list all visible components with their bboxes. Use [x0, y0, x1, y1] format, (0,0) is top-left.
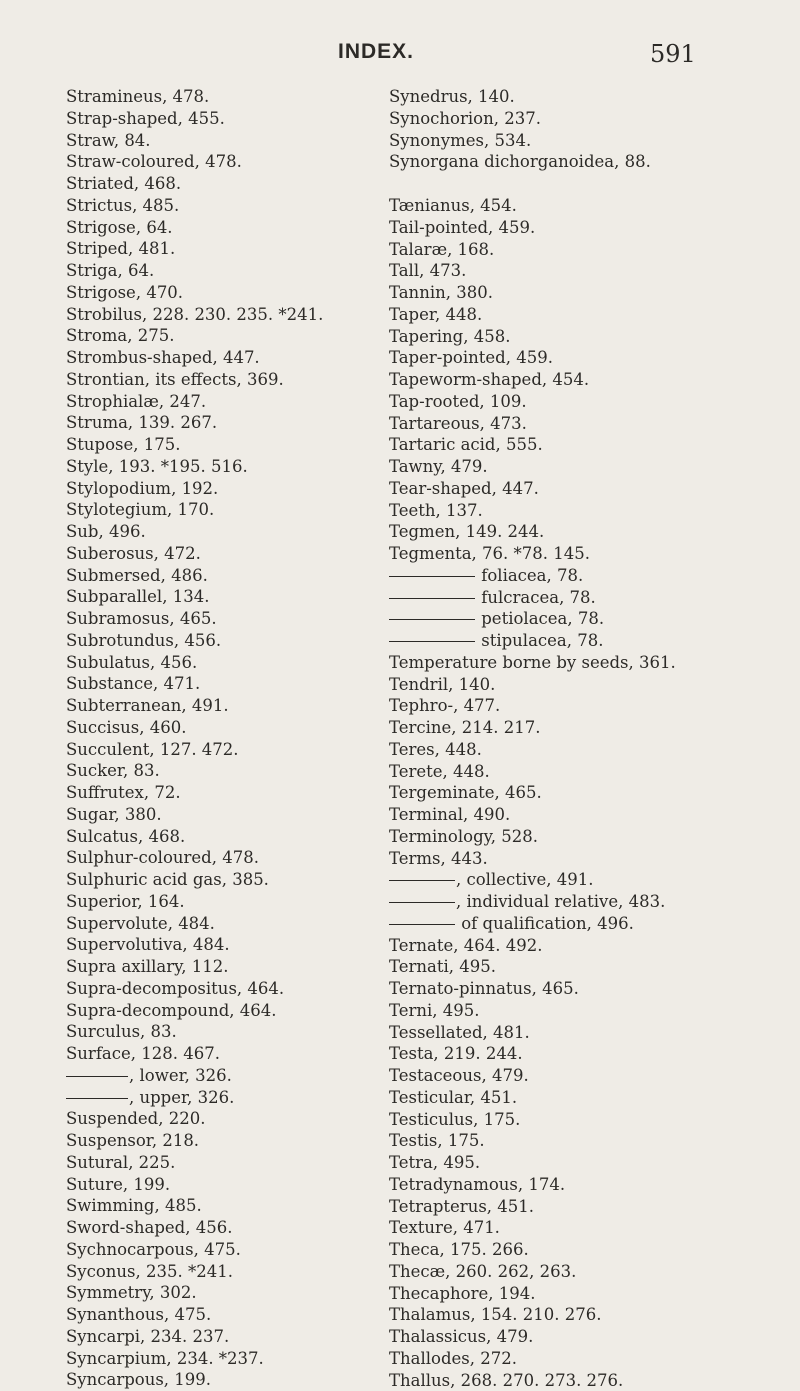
index-entry [389, 260, 799, 282]
index-entry [66, 608, 396, 630]
repeat-dash [389, 598, 475, 599]
index-entry [389, 500, 799, 522]
entry-text: Thalamus, 154. 210. 276. [389, 1305, 602, 1324]
entry-text: Terms, 443. [389, 849, 488, 868]
index-entry [66, 978, 396, 1000]
entry-text: Supra-decompositus, 464. [66, 979, 284, 998]
entry-text: Tephro-, 477. [389, 696, 500, 715]
entry-text: petiolacea, 78. [476, 609, 604, 628]
index-entry [66, 673, 396, 695]
repeat-dash [389, 880, 455, 881]
index-entry [66, 325, 396, 347]
entry-text: Thecaphore, 194. [389, 1284, 535, 1303]
index-entry [66, 412, 396, 434]
entry-text: Tartareous, 473. [389, 414, 527, 433]
index-entry [66, 826, 396, 848]
index-entry [389, 1174, 799, 1196]
index-entry [66, 1043, 396, 1065]
entry-text: Thecæ, 260. 262, 263. [389, 1262, 576, 1281]
index-entry [66, 1326, 396, 1348]
entry-text: Tetradynamous, 174. [389, 1175, 565, 1194]
index-entry [389, 1304, 799, 1326]
entry-text: Supervolutiva, 484. [66, 935, 230, 954]
index-entry [66, 260, 396, 282]
index-entry [389, 935, 799, 957]
index-entry [66, 130, 396, 152]
index-entry [66, 347, 396, 369]
index-entry [66, 891, 396, 913]
index-entry [389, 739, 799, 761]
index-entry [66, 238, 396, 260]
entry-text: Strophialæ, 247. [66, 392, 206, 411]
index-entry [66, 695, 396, 717]
entry-text: Suberosus, 472. [66, 544, 201, 563]
entry-text: stipulacea, 78. [476, 631, 604, 650]
entry-text: Testaceous, 479. [389, 1066, 529, 1085]
index-entry [66, 760, 396, 782]
index-entry [66, 782, 396, 804]
entry-text: Subulatus, 456. [66, 653, 197, 672]
entry-text: Supra-decompound, 464. [66, 1001, 276, 1020]
index-entry [389, 978, 799, 1000]
index-entry [66, 1348, 396, 1370]
index-entry [389, 478, 799, 500]
index-entry [389, 1261, 799, 1283]
index-entry [66, 913, 396, 935]
entry-text: Temperature borne by seeds, 361. [389, 653, 676, 672]
index-entry [66, 1174, 396, 1196]
entry-text: , collective, 491. [456, 870, 593, 889]
entry-text: Synorgana dichorganoidea, 88. [389, 152, 651, 171]
index-entry [389, 195, 799, 217]
repeat-dash [389, 924, 455, 925]
index-entry [66, 304, 396, 326]
index-entry [389, 695, 799, 717]
index-entry [389, 826, 799, 848]
index-entry [389, 369, 799, 391]
index-entry [389, 130, 799, 152]
entry-text: Testiculus, 175. [389, 1110, 520, 1129]
entry-text: Style, 193. *195. 516. [66, 457, 248, 476]
entry-text: Syncarpium, 234. *237. [66, 1349, 264, 1368]
entry-text: Taper, 448. [389, 305, 482, 324]
index-entry [66, 543, 396, 565]
repeat-dash [389, 619, 475, 620]
index-entry [66, 804, 396, 826]
repeat-dash [66, 1076, 128, 1077]
entry-text: foliacea, 78. [476, 566, 583, 585]
entry-text: Succulent, 127. 472. [66, 740, 239, 759]
index-subentry [389, 913, 799, 935]
index-entry [389, 717, 799, 739]
index-entry [66, 652, 396, 674]
entry-text: Ternate, 464. 492. [389, 936, 542, 955]
index-entry [389, 347, 799, 369]
entry-text: Subramosus, 465. [66, 609, 217, 628]
entry-text: , upper, 326. [129, 1088, 234, 1107]
index-entry [66, 1021, 396, 1043]
entry-text: Ternati, 495. [389, 957, 496, 976]
entry-text: Suffrutex, 72. [66, 783, 181, 802]
index-entry [389, 456, 799, 478]
entry-text: Strigose, 64. [66, 218, 173, 237]
entry-text: Taper-pointed, 459. [389, 348, 553, 367]
index-entry [66, 1282, 396, 1304]
index-entry [66, 521, 396, 543]
entry-text: Tear-shaped, 447. [389, 479, 539, 498]
index-entry [66, 934, 396, 956]
entry-text: Sulphuric acid gas, 385. [66, 870, 269, 889]
entry-text: Ternato-pinnatus, 465. [389, 979, 579, 998]
index-entry [66, 1261, 396, 1283]
index-entry [389, 956, 799, 978]
entry-text: Supervolute, 484. [66, 914, 215, 933]
index-entry [389, 239, 799, 261]
entry-text: Striga, 64. [66, 261, 154, 280]
index-column-right [389, 86, 799, 1391]
index-subentry [389, 608, 799, 630]
index-entry [66, 956, 396, 978]
index-entry [389, 1087, 799, 1109]
entry-text: Teres, 448. [389, 740, 482, 759]
index-entry [389, 282, 799, 304]
index-entry [389, 413, 799, 435]
index-entry [66, 586, 396, 608]
index-entry [389, 761, 799, 783]
entry-text: Straw-coloured, 478. [66, 152, 242, 171]
index-entry [389, 1000, 799, 1022]
index-entry [66, 630, 396, 652]
entry-text: Tessellated, 481. [389, 1023, 530, 1042]
index-entry [389, 391, 799, 413]
index-entry [389, 1326, 799, 1348]
index-entry [389, 652, 799, 674]
entry-text: Symmetry, 302. [66, 1283, 197, 1302]
index-entry [389, 1022, 799, 1044]
entry-text: Straw, 84. [66, 131, 151, 150]
entry-text: Tall, 473. [389, 261, 466, 280]
index-entry [389, 1109, 799, 1131]
entry-text: Strobilus, 228. 230. 235. *241. [66, 305, 323, 324]
index-entry [66, 151, 396, 173]
index-entry [389, 108, 799, 130]
entry-text: of qualification, 496. [456, 914, 634, 933]
entry-text: Tapering, 458. [389, 327, 510, 346]
entry-text: Sugar, 380. [66, 805, 162, 824]
entry-text: Suture, 199. [66, 1175, 170, 1194]
entry-text: , individual relative, 483. [456, 892, 665, 911]
entry-text: Terminal, 490. [389, 805, 510, 824]
index-entry [66, 173, 396, 195]
index-entry [66, 456, 396, 478]
entry-text: Testis, 175. [389, 1131, 485, 1150]
entry-text: Tap-rooted, 109. [389, 392, 527, 411]
entry-text: Sulphur-coloured, 478. [66, 848, 259, 867]
index-subentry [66, 1087, 396, 1109]
index-entry [389, 1348, 799, 1370]
entry-text: Tegmenta, 76. *78. 145. [389, 544, 590, 563]
repeat-dash [66, 1098, 128, 1099]
entry-text: Tawny, 479. [389, 457, 488, 476]
index-entry [66, 1217, 396, 1239]
repeat-dash [389, 902, 455, 903]
entry-text: Tannin, 380. [389, 283, 493, 302]
index-entry [66, 434, 396, 456]
entry-text: Strombus-shaped, 447. [66, 348, 260, 367]
entry-text: Substance, 471. [66, 674, 200, 693]
entry-text: Thallus, 268. 270. 273. 276. [389, 1371, 623, 1390]
index-entry [66, 1152, 396, 1174]
entry-text: Tegmen, 149. 244. [389, 522, 544, 541]
entry-text: Terni, 495. [389, 1001, 480, 1020]
entry-text: Stroma, 275. [66, 326, 174, 345]
index-column-left [66, 86, 396, 1391]
index-entry [66, 1108, 396, 1130]
index-entry [389, 217, 799, 239]
index-entry [66, 369, 396, 391]
index-subentry [389, 565, 799, 587]
index-entry [66, 1369, 396, 1391]
entry-text: Sychnocarpous, 475. [66, 1240, 241, 1259]
entry-text: Terete, 448. [389, 762, 490, 781]
index-entry [66, 717, 396, 739]
entry-text: Subrotundus, 456. [66, 631, 221, 650]
entry-text: fulcracea, 78. [476, 588, 596, 607]
index-entry [389, 434, 799, 456]
index-entry [66, 391, 396, 413]
index-entry [66, 1304, 396, 1326]
entry-text: Sub, 496. [66, 522, 146, 541]
entry-text: Tail-pointed, 459. [389, 218, 535, 237]
entry-text: Stylotegium, 170. [66, 500, 214, 519]
entry-text: Superior, 164. [66, 892, 185, 911]
index-entry [66, 86, 396, 108]
index-entry [66, 195, 396, 217]
index-entry [66, 478, 396, 500]
page-number: 591 [650, 40, 696, 68]
entry-text: Synochorion, 237. [389, 109, 541, 128]
index-entry [66, 499, 396, 521]
page-header [0, 40, 800, 80]
index-entry [389, 674, 799, 696]
index-entry [389, 151, 799, 173]
index-entry [389, 304, 799, 326]
index-entry [389, 543, 799, 565]
entry-text: Texture, 471. [389, 1218, 500, 1237]
entry-text: Sulcatus, 468. [66, 827, 185, 846]
entry-text: Syncarpi, 234. 237. [66, 1327, 229, 1346]
index-entry [389, 1043, 799, 1065]
entry-text: Tercine, 214. 217. [389, 718, 541, 737]
entry-text: Tænianus, 454. [389, 196, 517, 215]
entry-text: Stramineus, 478. [66, 87, 209, 106]
index-entry [389, 1152, 799, 1174]
index-entry [66, 217, 396, 239]
entry-text: Surculus, 83. [66, 1022, 177, 1041]
index-entry [66, 869, 396, 891]
entry-text: Terminology, 528. [389, 827, 538, 846]
index-entry [389, 1130, 799, 1152]
index-entry [389, 1370, 799, 1391]
entry-text: Syconus, 235. *241. [66, 1262, 233, 1281]
entry-text: Strap-shaped, 455. [66, 109, 225, 128]
entry-text: Swimming, 485. [66, 1196, 202, 1215]
entry-text: Synedrus, 140. [389, 87, 515, 106]
entry-text: Subparallel, 134. [66, 587, 209, 606]
entry-text: Teeth, 137. [389, 501, 483, 520]
index-entry [389, 1217, 799, 1239]
index-entry [66, 282, 396, 304]
entry-text: Tapeworm-shaped, 454. [389, 370, 589, 389]
entry-text: Supra axillary, 112. [66, 957, 229, 976]
index-entry [389, 782, 799, 804]
index-entry [389, 1196, 799, 1218]
entry-text: , lower, 326. [129, 1066, 232, 1085]
index-subentry [389, 869, 799, 891]
index-entry [389, 326, 799, 348]
entry-text: Struma, 139. 267. [66, 413, 217, 432]
index-entry [66, 1239, 396, 1261]
entry-text: Tetra, 495. [389, 1153, 480, 1172]
entry-text: Testa, 219. 244. [389, 1044, 523, 1063]
index-subentry [389, 587, 799, 609]
index-entry [389, 86, 799, 108]
entry-text: Sword-shaped, 456. [66, 1218, 232, 1237]
entry-text: Sucker, 83. [66, 761, 160, 780]
entry-text: Syncarpous, 199. [66, 1370, 211, 1389]
entry-text: Talaræ, 168. [389, 240, 494, 259]
entry-text: Synanthous, 475. [66, 1305, 211, 1324]
index-entry [389, 1283, 799, 1305]
entry-text: Strigose, 470. [66, 283, 183, 302]
index-subentry [66, 1065, 396, 1087]
index-entry [389, 1065, 799, 1087]
index-entry [389, 848, 799, 870]
index-entry [66, 565, 396, 587]
entry-text: Striped, 481. [66, 239, 175, 258]
entry-text: Striated, 468. [66, 174, 181, 193]
index-entry [389, 804, 799, 826]
index-entry [66, 847, 396, 869]
entry-text: Stupose, 175. [66, 435, 181, 454]
index-subentry [389, 630, 799, 652]
entry-text: Strictus, 485. [66, 196, 179, 215]
entry-text: Sutural, 225. [66, 1153, 175, 1172]
index-entry [389, 1239, 799, 1261]
running-title: INDEX. [338, 40, 414, 64]
entry-text: Tartaric acid, 555. [389, 435, 543, 454]
entry-text: Stylopodium, 192. [66, 479, 218, 498]
entry-text: Thallodes, 272. [389, 1349, 517, 1368]
entry-text: Succisus, 460. [66, 718, 186, 737]
index-entry [66, 1000, 396, 1022]
index-entry [389, 521, 799, 543]
entry-text: Subterranean, 491. [66, 696, 229, 715]
entry-text: Testicular, 451. [389, 1088, 517, 1107]
entry-text: Suspended, 220. [66, 1109, 205, 1128]
repeat-dash [389, 576, 475, 577]
index-entry [66, 1130, 396, 1152]
entry-text: Theca, 175. 266. [389, 1240, 529, 1259]
index-entry [66, 108, 396, 130]
entry-text: Suspensor, 218. [66, 1131, 199, 1150]
entry-text: Tergeminate, 465. [389, 783, 542, 802]
entry-text: Submersed, 486. [66, 566, 208, 585]
index-subentry [389, 891, 799, 913]
entry-text: Synonymes, 534. [389, 131, 531, 150]
index-entry [66, 1195, 396, 1217]
entry-text: Tendril, 140. [389, 675, 495, 694]
repeat-dash [389, 641, 475, 642]
entry-text: Tetrapterus, 451. [389, 1197, 534, 1216]
entry-text: Strontian, its effects, 369. [66, 370, 284, 389]
entry-text: Thalassicus, 479. [389, 1327, 533, 1346]
entry-text: Surface, 128. 467. [66, 1044, 220, 1063]
index-entry [66, 739, 396, 761]
